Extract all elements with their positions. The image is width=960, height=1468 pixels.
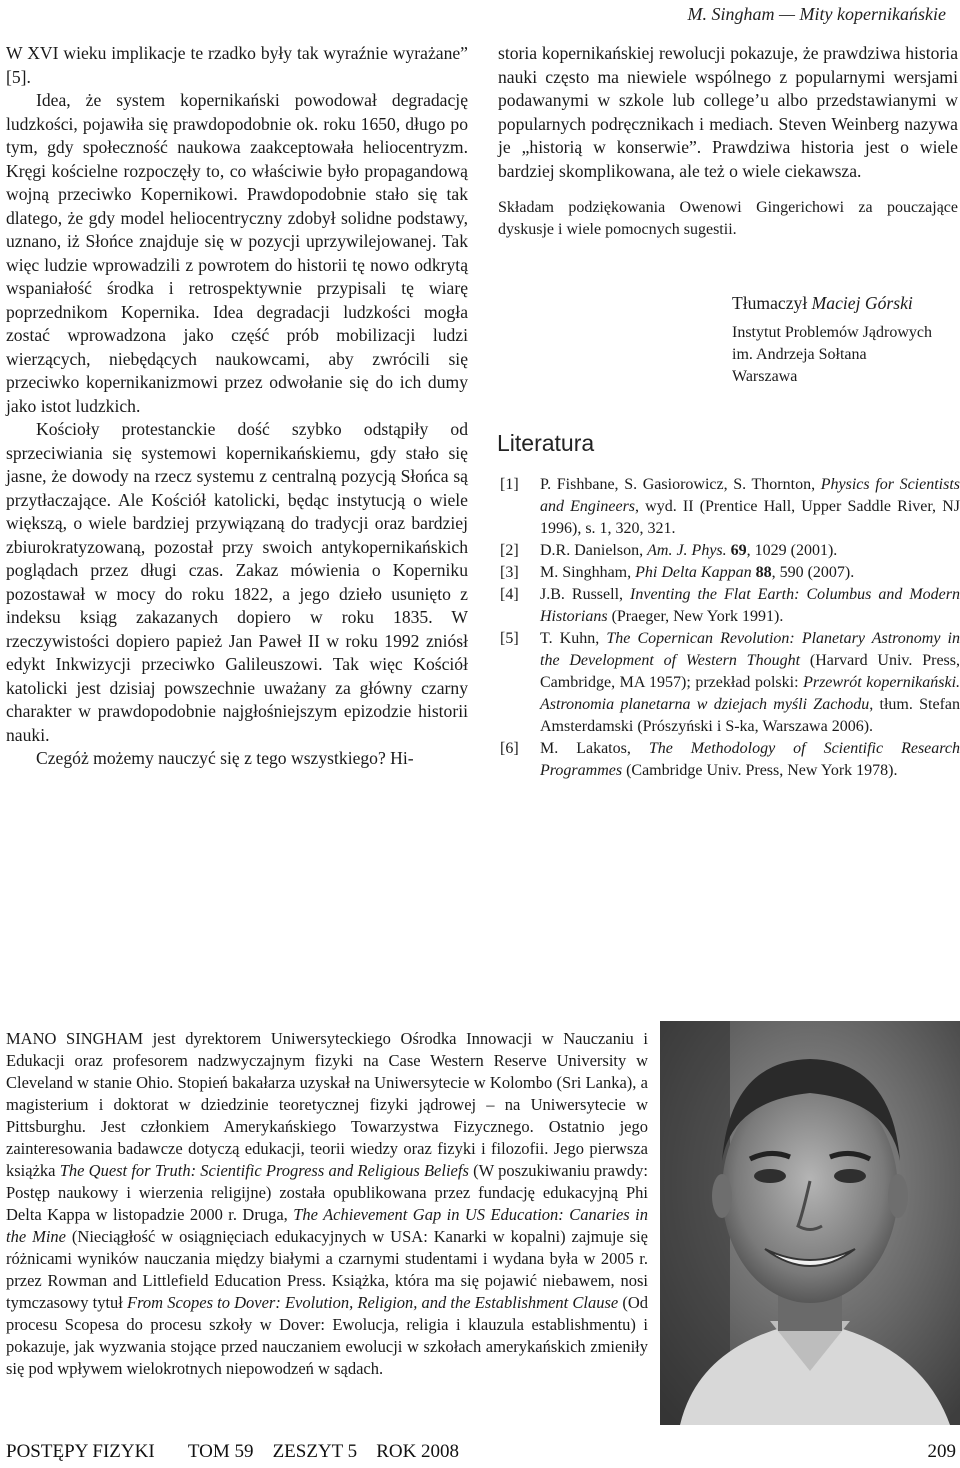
author-bio: MANO SINGHAM jest dyrektorem Uniwersyteckiego Ośrodka Innowacji w Nauczaniu i Edukacji oraz profesorem nadzwyczajnym fizyki na Case Western Reserve University w Cleveland w stanie Ohio. Stopień bakałarza uzyskał na Uniwersytecie w Kolombo (Sri Lanka), a magisterium i doktorat w dziedzinie teoretycznej fizyki jądrowej – na Uniwersytecie w Pittsburghu. Jest członkiem Amerykańskiego Towarzystwa Fizycznego. Ostatnio jego zainteresowania badawcze dotyczą edukacji, teorii wiedzy oraz fizyki i filozofii. Jego pierwsza książka The Quest for Truth: Scientific Progress and Religious Beliefs (W poszukiwaniu prawdy: Postęp naukowy i wierzenia religijne) została opublikowana przez fundację edukacyjną Phi Delta Kappa w listopadzie 2000 r. Druga, The Achievement Gap in US Education: Canaries in the Mine (Nieciągłość w osiągnięciach edukacyjnych w USA: Kanarki w kopalni) zajmuje się różnicami wyników nauczania między białymi a czarnymi studentami i wydana była w 2005 r. przez Rowman and Littlefield Education Press. Książka, która ma się pojawić niebawem, nosi tymczasowy tytuł From Scopes to Dover: Evolution, Religion, and the Establishment Clause (Od procesu Scopesa do procesu szkoły w Dover: Ewolucja, religia i klauzula establishmentu) i pokazuje, jak wyzwania stojące przed nauczaniem ewolucji w szkołach amerykańskich zmieniły się pod wpływem wielokrotnych niepowodzeń w sądach. — [6, 1029, 649, 1378]
translator-institute-name: im. Andrzeja Sołtana — [732, 346, 867, 363]
translator-name: Maciej Górski — [811, 293, 913, 313]
translator-institute: Instytut Problemów Jądrowych — [732, 324, 932, 341]
paragraph: Czegóż możemy nauczyć się z tego wszystkiego? Hi- — [36, 748, 414, 768]
translator-city: Warszawa — [732, 368, 798, 385]
reference-item: [4] J.B. Russell, Inventing the Flat Earth: Columbus and Modern Historians (Praeger, New York 1991). — [500, 586, 960, 625]
page-number: 209 — [927, 1441, 956, 1462]
author-photo — [660, 1021, 960, 1425]
journal-name: POSTĘPY FIZYKI — [6, 1441, 155, 1462]
paragraph: W XVI wieku implikacje te rzadko były tak wyraźnie wyrażane” [5]. — [6, 43, 468, 87]
paragraph: storia kopernikańskiej rewolucji pokazuje, że prawdziwa historia nauki często ma niewiele wspólnego z popularnymi wersjami podawanymi w szkole lub college’u albo przedstawianymi w popularnych podręcznikach i mediach. Steven Weinberg nazywa je „historią w konserwie”. Prawdziwa historia jest o wiele bardziej skomplikowana, ale też o wiele ciekawsza. — [498, 43, 958, 181]
running-header: M. Singham — Mity kopernikańskie — [687, 4, 946, 24]
references-list — [498, 474, 960, 782]
year: ROK 2008 — [376, 1441, 460, 1462]
paragraph: Kościoły protestanckie dość szybko odstąpiły od sprzeciwiania się systemowi kopernikańskiemu, gdy stało się jasne, że dowody na rzecz systemu z centralną pozycją Słońca są przytłaczające. Ale Kościół katolicki, będąc instytucją o wiele większą, o wiele bardziej przywiązaną do tradycji oraz bardziej zbiurokratyzowaną, pozostał przy swoich antykopernikańskich poglądach przez długi czas. Zakaz mówienia o Koperniku pozostawał w mocy do roku 1822, a jego dzieło usunięto z indeksu ksiąg zakazanych dopiero w roku 1835. W rzeczywistości dopiero papież Jan Paweł II w roku 1992 zniósł edykt Inkwizycji przeciwko Galileuszowi. Tak więc Kościół katolicki jest dzisiaj powszechnie uważany za główny czarny charakter w prawdopodobnie najgłośniejszym epizodzie historii nauki. — [6, 419, 468, 745]
translator-label: Tłumaczył — [732, 293, 808, 313]
acknowledgement: Składam podziękowania Owenowi Gingerichowi za pouczające dyskusje i wiele pomocnych sugestii. — [498, 199, 958, 238]
reference-item: [5] T. Kuhn, The Copernican Revolution: Planetary Astronomy in the Development of Western Thought (Harvard Univ. Press, Cambridge, MA 1957); przekład polski: Przewrót kopernikański. Astronomia planetarna w dziejach myśli Zachodu, tłum. Stefan Amsterdamski (Prószyński i S-ka, Warszawa 2006). — [500, 630, 960, 735]
paragraph: Idea, że system kopernikański powodował degradację ludzkości, pojawiła się prawdopodobnie ok. roku 1650, długo po tym, gdy społeczność naukowa zaakceptowała heliocentryzm. Kręgi kościelne rozpoczęły to, co właściwie było propagandową wojną przeciwko Kopernikowi. Prawdopodobnie stało się tak dlatego, że gdy model heliocentryczny zdobył solidne podstawy, uznano, iż Słońce znajduje się w pozycji uprzywilejowanej. Tak więc ludzie wprowadzili z powrotem do historii tę nowo odkrytą wspaniałość środka i retrospektywnie przypisali tę wiarę poprzednikom Kopernika. Idea degradacji ludzkości mogła zostać wprowadzona jako część prób mobilizacji ludzi wierzących, niebędących naukowcami, aby zwrócili się przeciwko kopernikanizmowi przez odwołanie się do ich dumy jako istot ludzkich. — [6, 90, 468, 416]
issue: ZESZYT 5 — [272, 1441, 358, 1462]
reference-item: [3] M. Singhham, Phi Delta Kappan 88, 590 (2007). — [500, 564, 855, 581]
volume: TOM 59 — [187, 1441, 254, 1462]
reference-item: [6] M. Lakatos, The Methodology of Scientific Research Programmes (Cambridge Univ. Press, New York 1978). — [500, 740, 960, 779]
translator-block — [732, 292, 960, 388]
left-column — [6, 42, 468, 771]
reference-item: [2] D.R. Danielson, Am. J. Phys. 69, 1029 (2001). — [500, 542, 838, 559]
references-heading: Literatura — [497, 430, 595, 456]
reference-item: [1] P. Fishbane, S. Gasiorowicz, S. Thornton, Physics for Scientists and Engineers, wyd. II (Prentice Hall, Upper Saddle River, NJ 1996), s. 1, 320, 321. — [500, 476, 960, 537]
right-column — [498, 42, 958, 241]
